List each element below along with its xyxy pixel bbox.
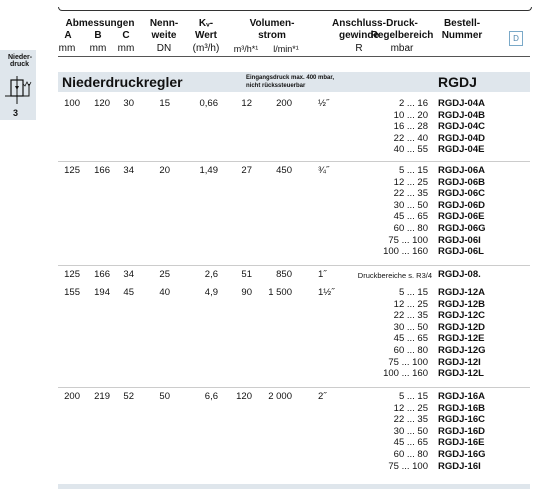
cell-m3: 51 [241, 269, 252, 280]
order-number: RGDJ-12D [438, 321, 485, 333]
order-number: RGDJ-06C [438, 188, 485, 200]
cell-a: 200 [64, 391, 80, 402]
order-number: RGDJ-12B [438, 298, 485, 310]
pressure-range: 2 ... 16 [398, 98, 428, 109]
cell-c: 30 [123, 98, 134, 109]
header-anschluss-1: Anschluss- [332, 18, 386, 29]
order-number: RGDJ-08. [438, 269, 481, 280]
pressure-range: 22 ... 35 [393, 188, 428, 200]
header-divider [58, 56, 530, 57]
order-number: RGDJ-12I [438, 356, 481, 368]
section-note-line-1: Eingangsdruck max. 400 mbar, [246, 75, 335, 81]
cell-kv: 0,66 [199, 98, 218, 109]
order-number: RGDJ-04A [438, 98, 485, 109]
order-number: RGDJ-16C [438, 414, 485, 426]
cell-r: ¾˝ [318, 165, 330, 176]
pressure-range: 22 ... 40 [393, 132, 428, 144]
pdf-document-icon[interactable]: D [509, 31, 523, 46]
order-number: RGDJ-12G [438, 345, 486, 356]
order-number: RGDJ-16B [438, 402, 485, 414]
cell-m3: 120 [236, 391, 252, 402]
footer-bar [58, 484, 530, 489]
cell-a: 125 [64, 165, 80, 176]
order-number: RGDJ-04D [438, 132, 485, 144]
cell-kv: 6,6 [204, 391, 218, 402]
unit-m3h: m³/h*¹ [233, 44, 259, 54]
pressure-range: 60 ... 80 [393, 345, 428, 356]
cell-kv: 2,6 [204, 269, 218, 280]
cell-dn: 25 [159, 269, 170, 280]
order-number: RGDJ-12L [438, 368, 484, 380]
order-number: RGDJ-06I [438, 234, 481, 246]
order-number: RGDJ-04E [438, 144, 485, 156]
cell-dn: 20 [159, 165, 170, 176]
header-bestell-2: Nummer [441, 30, 483, 41]
cell-m3: 27 [241, 165, 252, 176]
section-note [246, 74, 334, 90]
order-number: RGDJ-06A [438, 165, 485, 176]
cell-m3: 12 [241, 98, 252, 109]
order-number: RGDJ-12C [438, 310, 485, 322]
order-number: RGDJ-16D [438, 425, 485, 437]
header-druck-1: Druck- [386, 18, 418, 29]
pressure-range: 100 ... 160 [383, 246, 428, 258]
order-number: RGDJ-04C [438, 121, 485, 133]
pressure-range: 5 ... 15 [398, 391, 428, 402]
cell-lmin: 200 [276, 98, 292, 109]
cell-dn: 50 [159, 391, 170, 402]
unit-dn: DN [156, 43, 172, 54]
group-divider [58, 387, 530, 388]
pressure-range: 45 ... 65 [393, 211, 428, 223]
pressure-range: 30 ... 50 [393, 425, 428, 437]
section-title: Niederdruckregler [62, 74, 183, 90]
badge-label-1: Nieder- [8, 54, 33, 61]
section-note-line-2: nicht rückssteuerbar [246, 83, 306, 89]
badge-label-2: druck [10, 61, 30, 68]
order-number: RGDJ-16I [438, 460, 481, 472]
unit-kv: (m³/h) [192, 43, 220, 54]
order-number: RGDJ-16G [438, 449, 486, 460]
cell-c: 52 [123, 391, 134, 402]
unit-r: R [355, 43, 363, 54]
header-druck-2: Regelbereich [370, 30, 434, 41]
unit-mm-b: mm [89, 43, 107, 54]
cell-lmin: 2 000 [268, 391, 292, 402]
unit-mbar: mbar [390, 43, 414, 54]
header-abmessungen: Abmessungen [65, 18, 135, 29]
cell-c: 34 [123, 165, 134, 176]
pressure-range: 12 ... 25 [393, 298, 428, 310]
cell-r: ½˝ [318, 98, 330, 109]
cell-a: 125 [64, 269, 80, 280]
page-number: 3 [13, 108, 19, 118]
pressure-range: 60 ... 80 [393, 449, 428, 460]
pressure-range: 22 ... 35 [393, 310, 428, 322]
cell-r: 1½˝ [318, 287, 335, 298]
header-volumen-1: Volumen- [249, 18, 295, 29]
series-code: RGDJ [438, 74, 477, 90]
header-nennweite-1: Nenn- [149, 18, 179, 29]
pressure-range: 45 ... 65 [393, 437, 428, 449]
order-number: RGDJ-12E [438, 333, 485, 345]
order-number: RGDJ-06E [438, 211, 485, 223]
cell-b: 219 [94, 391, 110, 402]
pressure-range: 100 ... 160 [383, 368, 428, 380]
pressure-range: 45 ... 65 [393, 333, 428, 345]
cell-b: 166 [94, 165, 110, 176]
order-number: RGDJ-04B [438, 109, 485, 121]
order-number: RGDJ-06B [438, 176, 485, 188]
cell-b: 120 [94, 98, 110, 109]
header-b: B [94, 30, 102, 41]
pressure-range: 40 ... 55 [393, 144, 428, 156]
pressure-range: 22 ... 35 [393, 414, 428, 426]
pressure-range: 75 ... 100 [388, 460, 428, 472]
pressure-regulator-icon [4, 74, 32, 106]
pressure-range: 60 ... 80 [393, 223, 428, 234]
cell-c: 45 [123, 287, 134, 298]
pressure-range: 30 ... 50 [393, 321, 428, 333]
cell-kv: 1,49 [199, 165, 218, 176]
cell-lmin: 850 [276, 269, 292, 280]
pressure-range: 5 ... 15 [398, 287, 428, 298]
group-divider [58, 161, 530, 162]
order-number: RGDJ-06D [438, 199, 485, 211]
order-number: RGDJ-16A [438, 391, 485, 402]
pressure-range: 75 ... 100 [388, 356, 428, 368]
header-nennweite-2: weite [151, 30, 177, 41]
pressure-range: 10 ... 20 [393, 109, 428, 121]
pressure-range: 12 ... 25 [393, 402, 428, 414]
cell-r: 1˝ [318, 269, 327, 280]
order-number: RGDJ-16E [438, 437, 485, 449]
pressure-range: 5 ... 15 [398, 165, 428, 176]
cell-b: 166 [94, 269, 110, 280]
order-number: RGDJ-12A [438, 287, 485, 298]
unit-lmin: l/min*¹ [273, 44, 299, 54]
header-a: A [64, 30, 72, 41]
cell-c: 34 [123, 269, 134, 280]
cell-dn: 15 [159, 98, 170, 109]
pressure-range: 30 ... 50 [393, 199, 428, 211]
header-volumen-2: strom [258, 30, 286, 41]
header-c: C [122, 30, 130, 41]
cell-kv: 4,9 [204, 287, 218, 298]
header-frame [58, 7, 532, 11]
cell-b: 194 [94, 287, 110, 298]
cell-m3: 90 [241, 287, 252, 298]
order-number: RGDJ-06L [438, 246, 484, 258]
header-kv-2: Wert [194, 30, 218, 41]
pressure-range: 12 ... 25 [393, 176, 428, 188]
cell-dn: 40 [159, 287, 170, 298]
group-divider [58, 265, 530, 266]
pressure-range: Druckbereiche s. R3/4 [357, 271, 432, 280]
pressure-range: 75 ... 100 [388, 234, 428, 246]
cell-r: 2˝ [318, 391, 327, 402]
cell-lmin: 450 [276, 165, 292, 176]
category-badge [0, 50, 36, 120]
header-anschluss-2: gewinde [338, 30, 379, 41]
order-number: RGDJ-06G [438, 223, 486, 234]
pressure-range: 16 ... 28 [393, 121, 428, 133]
cell-a: 155 [64, 287, 80, 298]
unit-mm-c: mm [117, 43, 135, 54]
cell-a: 100 [64, 98, 80, 109]
header-bestell-1: Bestell- [443, 18, 481, 29]
cell-lmin: 1 500 [268, 287, 292, 298]
header-kv-1: Kᵥ- [198, 18, 214, 29]
unit-mm-a: mm [58, 43, 76, 54]
